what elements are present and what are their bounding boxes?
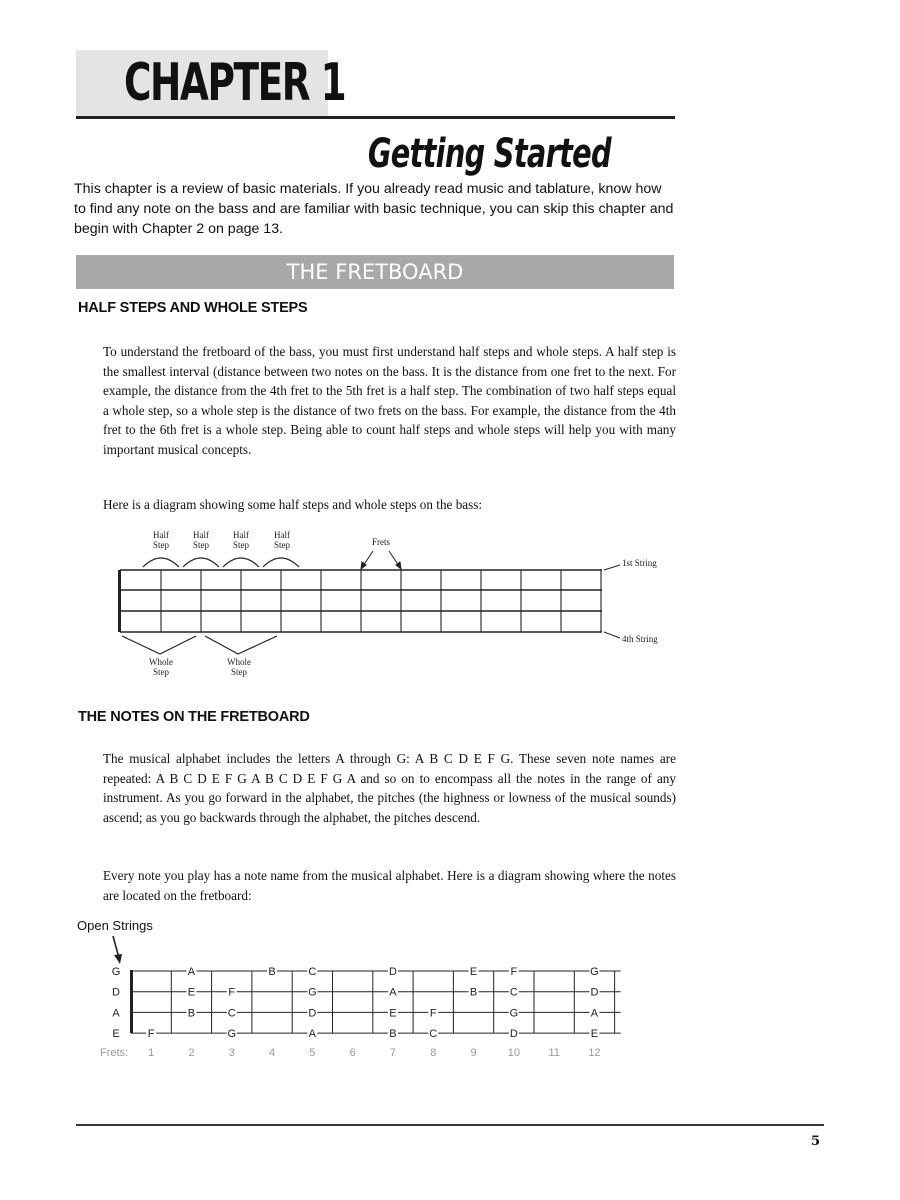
note-name: E	[389, 1007, 397, 1020]
note-name: A	[187, 966, 196, 978]
note-name: B	[268, 966, 276, 978]
note-name: D	[509, 1028, 518, 1041]
fret-number: 9	[470, 1047, 477, 1059]
note-name: D	[590, 986, 599, 999]
musical-alphabet-paragraph: The musical alphabet includes the letters A through G: A B C D E F G. These seven note names are repeated: A B C D E F G A B C D E F G A and so on to encompass all the notes in the range of any instrument. As you go forward in the alphabet, the pitches (the highness or lowness of the musical sounds) ascend; as you go backwards through the alphabet, the pitches descend.	[103, 751, 676, 825]
half-step-label-4a: Half	[274, 530, 290, 540]
fret-number: 4	[268, 1047, 276, 1059]
half-whole-paragraph: To understand the fretboard of the bass, you must first understand half steps and whole steps. A half step is the smallest interval (distance between two notes on the bass. It is the distance from one fret to the next. For example, the distance from the 4th fret to the 5th fret is a half step. The combination of two half steps equal a whole step, so a whole step is the distance of two frets on the bass. For example, the distance from the 4th fret to the 6th fret is a whole step. Being able to count half steps and whole steps will help you with many important musical concepts.	[103, 344, 676, 457]
note-nut	[130, 970, 133, 1033]
half-step-label-1a: Half	[153, 530, 169, 540]
note-name: F	[429, 1007, 437, 1020]
note-name: C	[227, 1007, 236, 1020]
note-name: D	[308, 1007, 317, 1020]
note-name: G	[590, 966, 599, 978]
note-name: F	[228, 986, 236, 999]
first-string-label: 1st String	[622, 558, 657, 568]
note-name: B	[187, 1007, 196, 1020]
fourth-string-label: 4th String	[622, 634, 658, 644]
open-strings-label: Open Strings	[77, 918, 153, 933]
half-step-label-3a: Half	[233, 530, 249, 540]
half-step-label-2b: Step	[192, 540, 210, 550]
open-strings-arrowhead	[114, 954, 122, 964]
fret-number: 7	[389, 1047, 397, 1059]
section-title-fretboard: THE FRETBOARD	[76, 255, 674, 289]
whole-step-label-1a: Whole	[149, 657, 173, 667]
note-name: F	[510, 966, 518, 978]
note-name: E	[187, 986, 196, 999]
fret-number: 1	[148, 1047, 155, 1059]
chapter-label: CHAPTER 1	[124, 53, 346, 113]
note-grid	[131, 971, 621, 1033]
whole-step-label-2b: Step	[230, 667, 248, 677]
note-name: F	[147, 1028, 155, 1041]
half-step-label-1b: Step	[152, 540, 170, 550]
note-name: E	[590, 1028, 599, 1041]
note-diagram-intro: Every note you play has a note name from the musical alphabet. Here is a diagram showing where the notes are located on the fretboard:	[103, 868, 676, 903]
footer-divider	[76, 1124, 824, 1126]
whole-step-label-2a: Whole	[227, 657, 251, 667]
half-step-label-4b: Step	[273, 540, 291, 550]
open-string-name: E	[112, 1028, 120, 1041]
note-name: D	[388, 966, 397, 978]
note-name: A	[590, 1007, 599, 1020]
open-string-name: A	[112, 1007, 120, 1020]
note-name: A	[389, 986, 397, 999]
step-diagram-intro: Here is a diagram showing some half steps and whole steps on the bass:	[103, 497, 483, 512]
note-name: B	[389, 1028, 397, 1041]
intro-paragraph: This chapter is a review of basic materials. If you already read music and tablature, know how to find any note on the bass and are familiar with basic technique, you can skip this chapter and begin with Chapter 2 on page 13.	[74, 181, 674, 237]
page-number: 5	[810, 1134, 820, 1149]
note-name: G	[509, 1007, 519, 1020]
fret-number: 3	[228, 1047, 235, 1059]
fret-number: 12	[588, 1047, 601, 1059]
fret-number: 6	[349, 1047, 356, 1059]
fret-number: 5	[309, 1047, 316, 1059]
half-step-label-3b: Step	[232, 540, 250, 550]
half-step-label-2a: Half	[193, 530, 209, 540]
fret-number: 8	[430, 1047, 437, 1059]
heading-notes-on-fretboard: THE NOTES ON THE FRETBOARD	[78, 709, 310, 725]
frets-row-label: Frets:	[100, 1047, 129, 1059]
note-name: G	[227, 1028, 237, 1041]
note-name: C	[308, 966, 317, 978]
note-name: C	[509, 986, 518, 999]
open-string-name: D	[112, 986, 120, 999]
note-name: E	[469, 966, 478, 978]
page-title-text: Getting Started	[368, 131, 612, 177]
note-name: G	[308, 986, 317, 999]
note-name: B	[469, 986, 478, 999]
whole-step-label-1b: Step	[152, 667, 170, 677]
fret-number: 2	[188, 1047, 195, 1059]
fret-number: 11	[548, 1047, 560, 1059]
heading-half-whole-steps: HALF STEPS AND WHOLE STEPS	[78, 300, 308, 316]
note-name: A	[308, 1028, 317, 1041]
open-string-name: G	[111, 966, 121, 978]
fret-number: 10	[507, 1047, 520, 1059]
frets-label: Frets	[372, 537, 390, 547]
note-name: C	[429, 1028, 438, 1041]
